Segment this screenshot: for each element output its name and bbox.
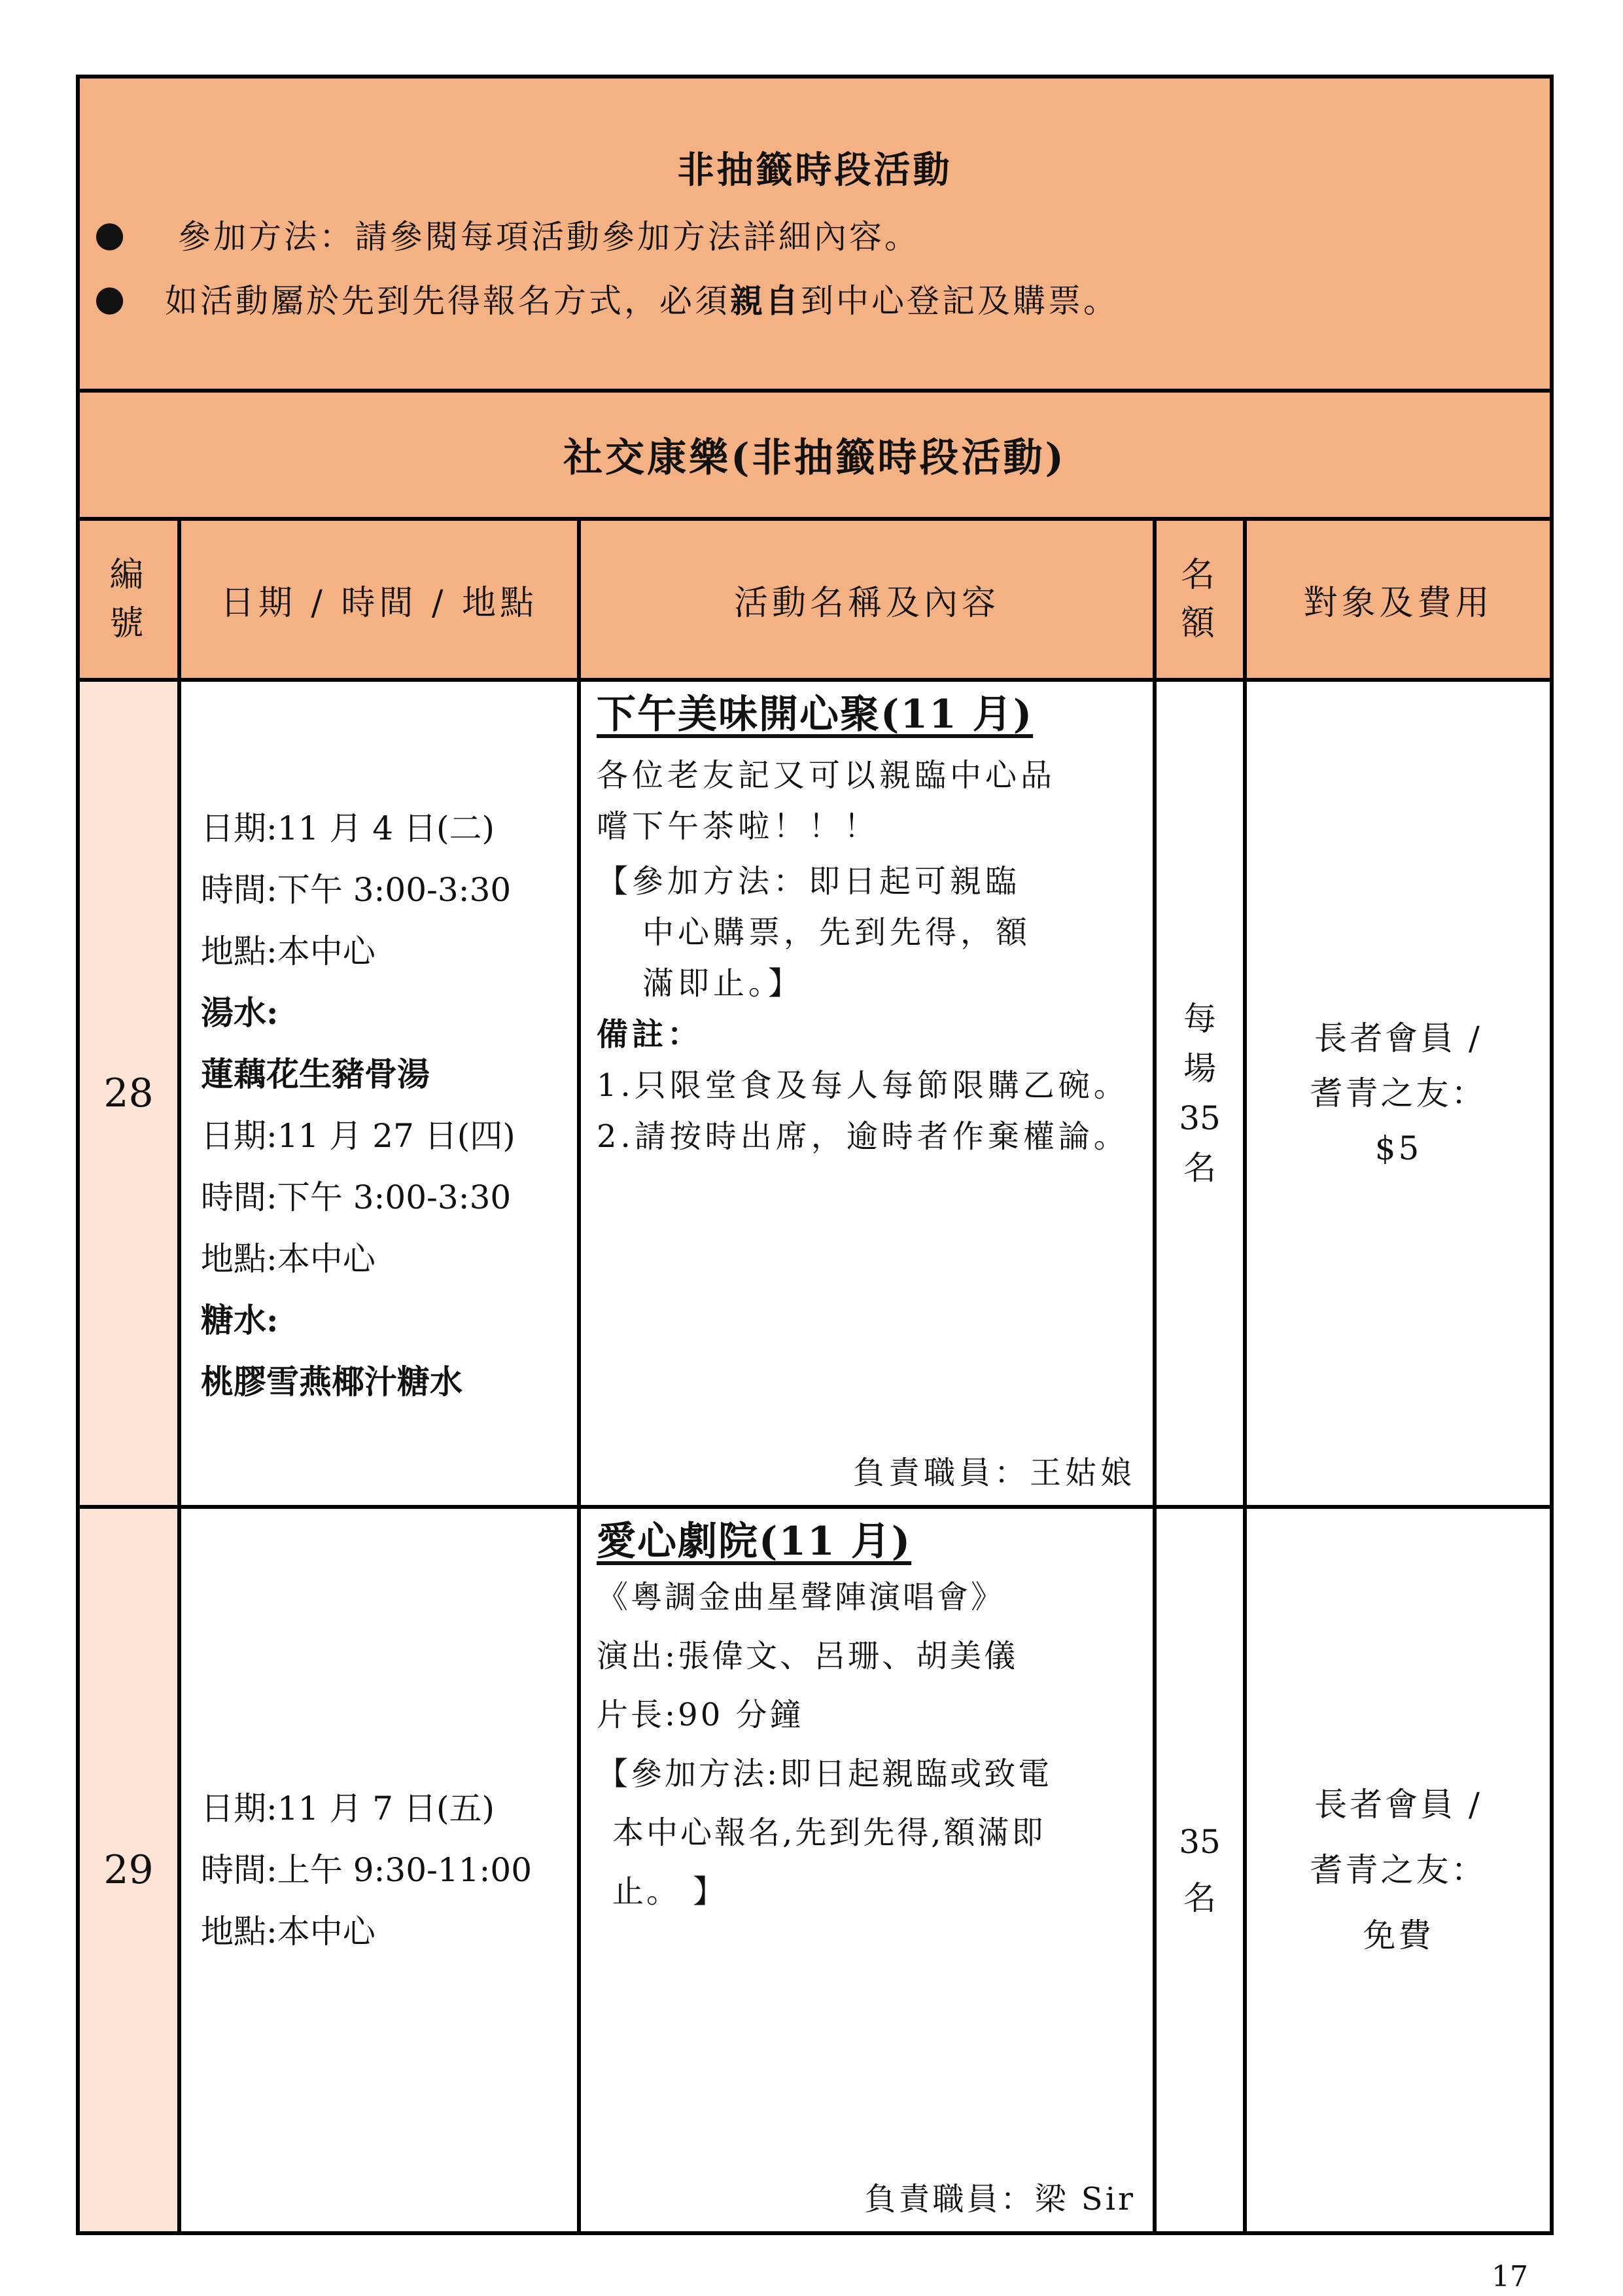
row-number: 29	[78, 1507, 179, 2233]
activity-table	[76, 75, 1554, 2235]
header-number: 編 號	[78, 519, 179, 680]
header-when: 日期 / 時間 / 地點	[179, 519, 579, 680]
page-number: 17	[1492, 2260, 1528, 2293]
row-quota: 每 場 35 名	[1155, 680, 1245, 1507]
section-title: 社交康樂(非抽籤時段活動)	[78, 391, 1552, 519]
table-header-row	[78, 519, 1552, 680]
staff-in-charge: 負責職員：王姑娘	[852, 1455, 1136, 1491]
row-activity: 下午美味開心聚(11 月) 各位老友記又可以親臨中心品 嚐下午茶啦！！！ 【參加方法：即日起可親臨 中心購票，先到先得，額 滿即止。】 備註： 1.只限堂食及每人每節限購乙碗。 2.請按時出席，逾時者作棄權論。 負責職員：王姑娘	[579, 680, 1155, 1507]
table-row	[78, 1507, 1552, 2233]
intro-block	[78, 77, 1552, 391]
table-row	[78, 680, 1552, 1507]
staff-in-charge: 負責職員：梁 Sir	[864, 2181, 1136, 2217]
row-when: 日期:11 月 7 日(五) 時間:上午 9:30-11:00 地點:本中心	[179, 1507, 579, 2233]
activity-title: 愛心劇院(11 月)	[597, 1519, 912, 1564]
header-activity: 活動名稱及內容	[579, 519, 1155, 680]
bullet-dot-icon: ●	[94, 213, 128, 255]
row-target: 長者會員 / 耆青之友： $5	[1245, 680, 1552, 1507]
row-activity: 愛心劇院(11 月) 《粵調金曲星聲陣演唱會》 演出:張偉文、呂珊、胡美儀 片長:90 分鐘 【參加方法:即日起親臨或致電 本中心報名,先到先得,額滿即 止。 】 負責職員：梁 Sir	[579, 1507, 1155, 2233]
row-when: 日期:11 月 4 日(二) 時間:下午 3:00-3:30 地點:本中心 湯水: 蓮藕花生豬骨湯 日期:11 月 27 日(四) 時間:下午 3:00-3:30 地點:本中心 糖水: 桃膠雪燕椰汁糖水	[179, 680, 579, 1507]
row-quota: 35 名	[1155, 1507, 1245, 2233]
intro-title: 非抽籤時段活動	[677, 149, 952, 192]
header-quota: 名 額	[1155, 519, 1245, 680]
row-number: 28	[78, 680, 179, 1507]
intro-bullet-1: ● 參加方法：請參閱每項活動參加方法詳細內容。	[94, 213, 920, 256]
bullet-dot-icon: ●	[94, 277, 128, 319]
header-target: 對象及費用	[1245, 519, 1552, 680]
intro-bullet-2: ● 如活動屬於先到先得報名方式，必須親自到中心登記及購票。	[94, 277, 1119, 320]
row-target: 長者會員 / 耆青之友： 免費	[1245, 1507, 1552, 2233]
activity-title: 下午美味開心聚(11 月)	[597, 692, 1034, 737]
